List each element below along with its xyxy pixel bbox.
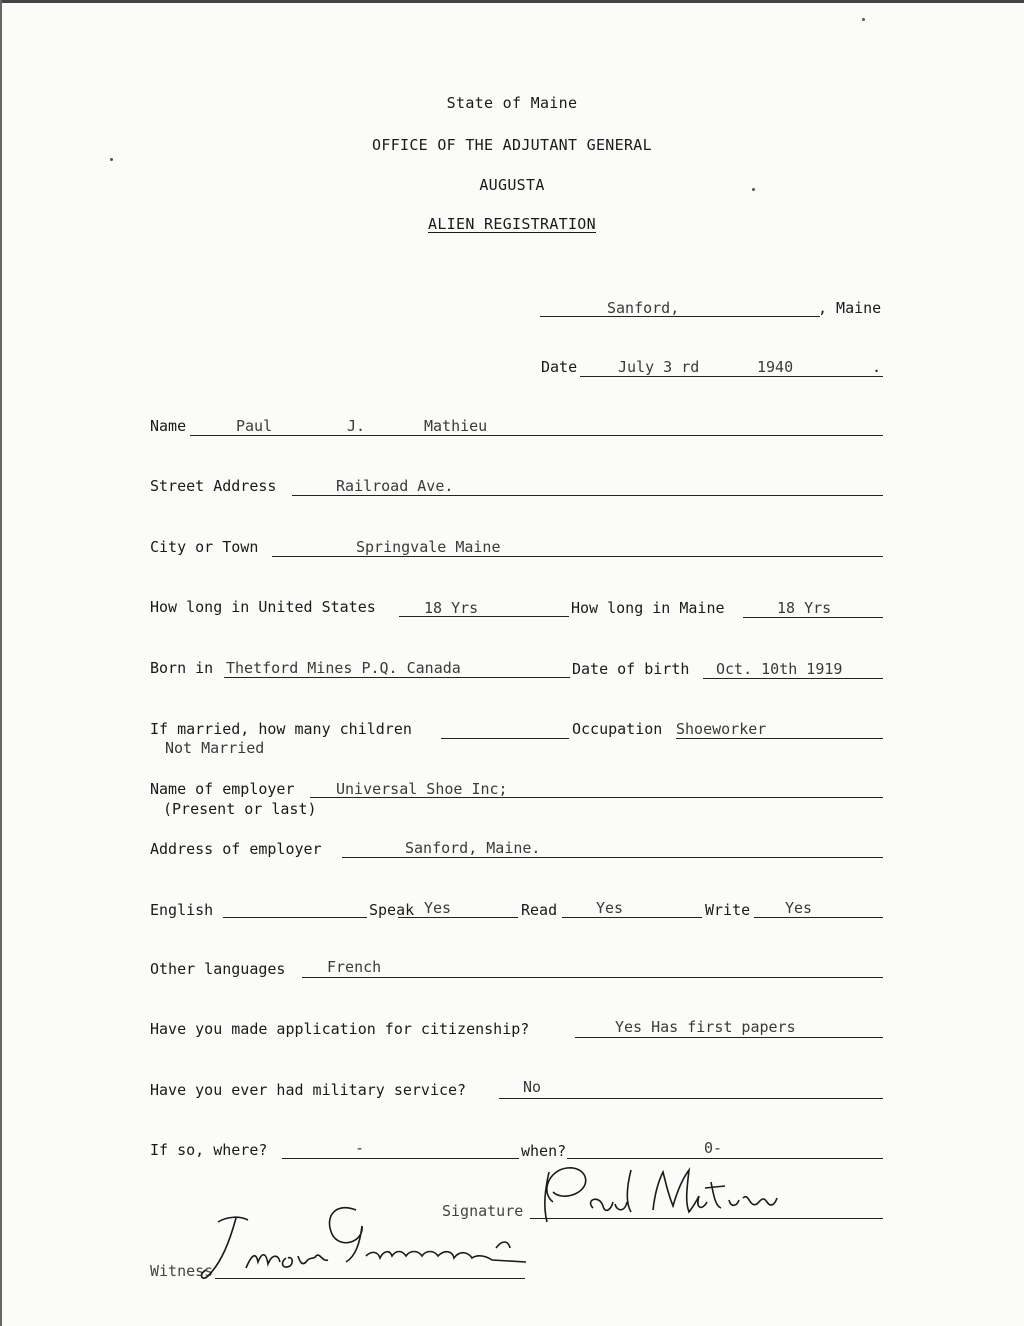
dob-label: Date of birth bbox=[572, 660, 690, 678]
form-title bbox=[0, 215, 1024, 233]
scan-edge-top bbox=[0, 0, 1024, 3]
military-line bbox=[499, 1098, 883, 1099]
scan-speck bbox=[110, 158, 113, 161]
read-value: Yes bbox=[596, 899, 624, 917]
witness-label: Witness bbox=[150, 1262, 214, 1280]
military-value: No bbox=[523, 1078, 542, 1096]
children-label: If married, how many children bbox=[150, 720, 412, 738]
employer-label: Name of employer bbox=[150, 780, 295, 798]
read-label: Read bbox=[521, 901, 558, 919]
citizenship-label: Have you made application for citizenship? bbox=[150, 1020, 530, 1038]
dob-value: Oct. 10th 1919 bbox=[716, 660, 843, 678]
born-label: Born in bbox=[150, 659, 214, 677]
write-label: Write bbox=[705, 901, 751, 919]
employer-value: Universal Shoe Inc; bbox=[336, 780, 508, 798]
where-label: If so, where? bbox=[150, 1141, 268, 1159]
street-label: Street Address bbox=[150, 477, 277, 495]
street-value: Railroad Ave. bbox=[336, 477, 454, 495]
city-line bbox=[272, 556, 883, 557]
name-label: Name bbox=[150, 417, 187, 435]
maine-duration-label: How long in Maine bbox=[571, 599, 725, 617]
dob-line bbox=[703, 678, 883, 679]
name-middle: J. bbox=[347, 417, 366, 435]
employer-sublabel: (Present or last) bbox=[163, 800, 317, 818]
write-value: Yes bbox=[785, 899, 813, 917]
name-first: Paul bbox=[236, 417, 273, 435]
header-state: State of Maine bbox=[446, 94, 578, 112]
speak-label: Speak bbox=[369, 901, 415, 919]
name-line bbox=[190, 435, 883, 436]
write-line bbox=[754, 917, 883, 918]
date-end-dot: . bbox=[872, 358, 882, 376]
form-title-text: ALIEN REGISTRATION bbox=[428, 215, 596, 233]
maine-duration-value: 18 Yrs bbox=[777, 599, 832, 617]
military-label: Have you ever had military service? bbox=[150, 1081, 467, 1099]
languages-value: French bbox=[327, 958, 382, 976]
place-town: Sanford, bbox=[607, 299, 680, 317]
scan-edge-left bbox=[0, 0, 2, 1326]
scan-speck bbox=[862, 18, 865, 21]
header-office: OFFICE OF THE ADJUTANT GENERAL bbox=[372, 136, 652, 154]
children-note: Not Married bbox=[165, 739, 265, 757]
born-value: Thetford Mines P.Q. Canada bbox=[226, 659, 461, 677]
citizenship-value: Yes Has first papers bbox=[615, 1018, 796, 1036]
occupation-value: Shoeworker bbox=[676, 720, 767, 738]
born-line bbox=[224, 677, 570, 678]
when-line bbox=[567, 1158, 883, 1159]
place-line bbox=[540, 316, 820, 317]
where-line bbox=[282, 1158, 519, 1159]
english-line bbox=[223, 917, 367, 918]
place-state-label: , Maine bbox=[818, 299, 882, 317]
citizenship-line bbox=[575, 1037, 883, 1038]
employer-address-label: Address of employer bbox=[150, 840, 322, 858]
header-city: AUGUSTA bbox=[479, 176, 545, 194]
street-line bbox=[292, 495, 883, 496]
when-label: when? bbox=[521, 1142, 567, 1160]
occupation-line bbox=[676, 738, 883, 739]
languages-label: Other languages bbox=[150, 960, 286, 978]
us-duration-value: 18 Yrs bbox=[424, 599, 479, 617]
city-value: Springvale Maine bbox=[356, 538, 501, 556]
maine-duration-line bbox=[743, 617, 883, 618]
when-value: 0- bbox=[704, 1139, 723, 1157]
occupation-label: Occupation bbox=[572, 720, 663, 738]
signature-handwriting bbox=[535, 1162, 795, 1228]
speak-line bbox=[398, 917, 518, 918]
signature-label: Signature bbox=[442, 1202, 524, 1220]
children-line bbox=[441, 738, 569, 739]
date-month-day: July 3 rd bbox=[618, 358, 700, 376]
us-duration-label: How long in United States bbox=[150, 598, 376, 616]
where-value: - bbox=[355, 1139, 365, 1157]
english-label: English bbox=[150, 901, 214, 919]
employer-address-line bbox=[342, 857, 883, 858]
city-label: City or Town bbox=[150, 538, 259, 556]
employer-address-value: Sanford, Maine. bbox=[405, 839, 541, 857]
name-last: Mathieu bbox=[424, 417, 488, 435]
speak-value: Yes bbox=[424, 899, 452, 917]
read-line bbox=[562, 917, 702, 918]
witness-handwriting bbox=[196, 1196, 536, 1288]
date-line bbox=[580, 376, 883, 377]
languages-line bbox=[302, 977, 883, 978]
date-year: 1940 bbox=[757, 358, 794, 376]
date-label: Date bbox=[541, 358, 578, 376]
